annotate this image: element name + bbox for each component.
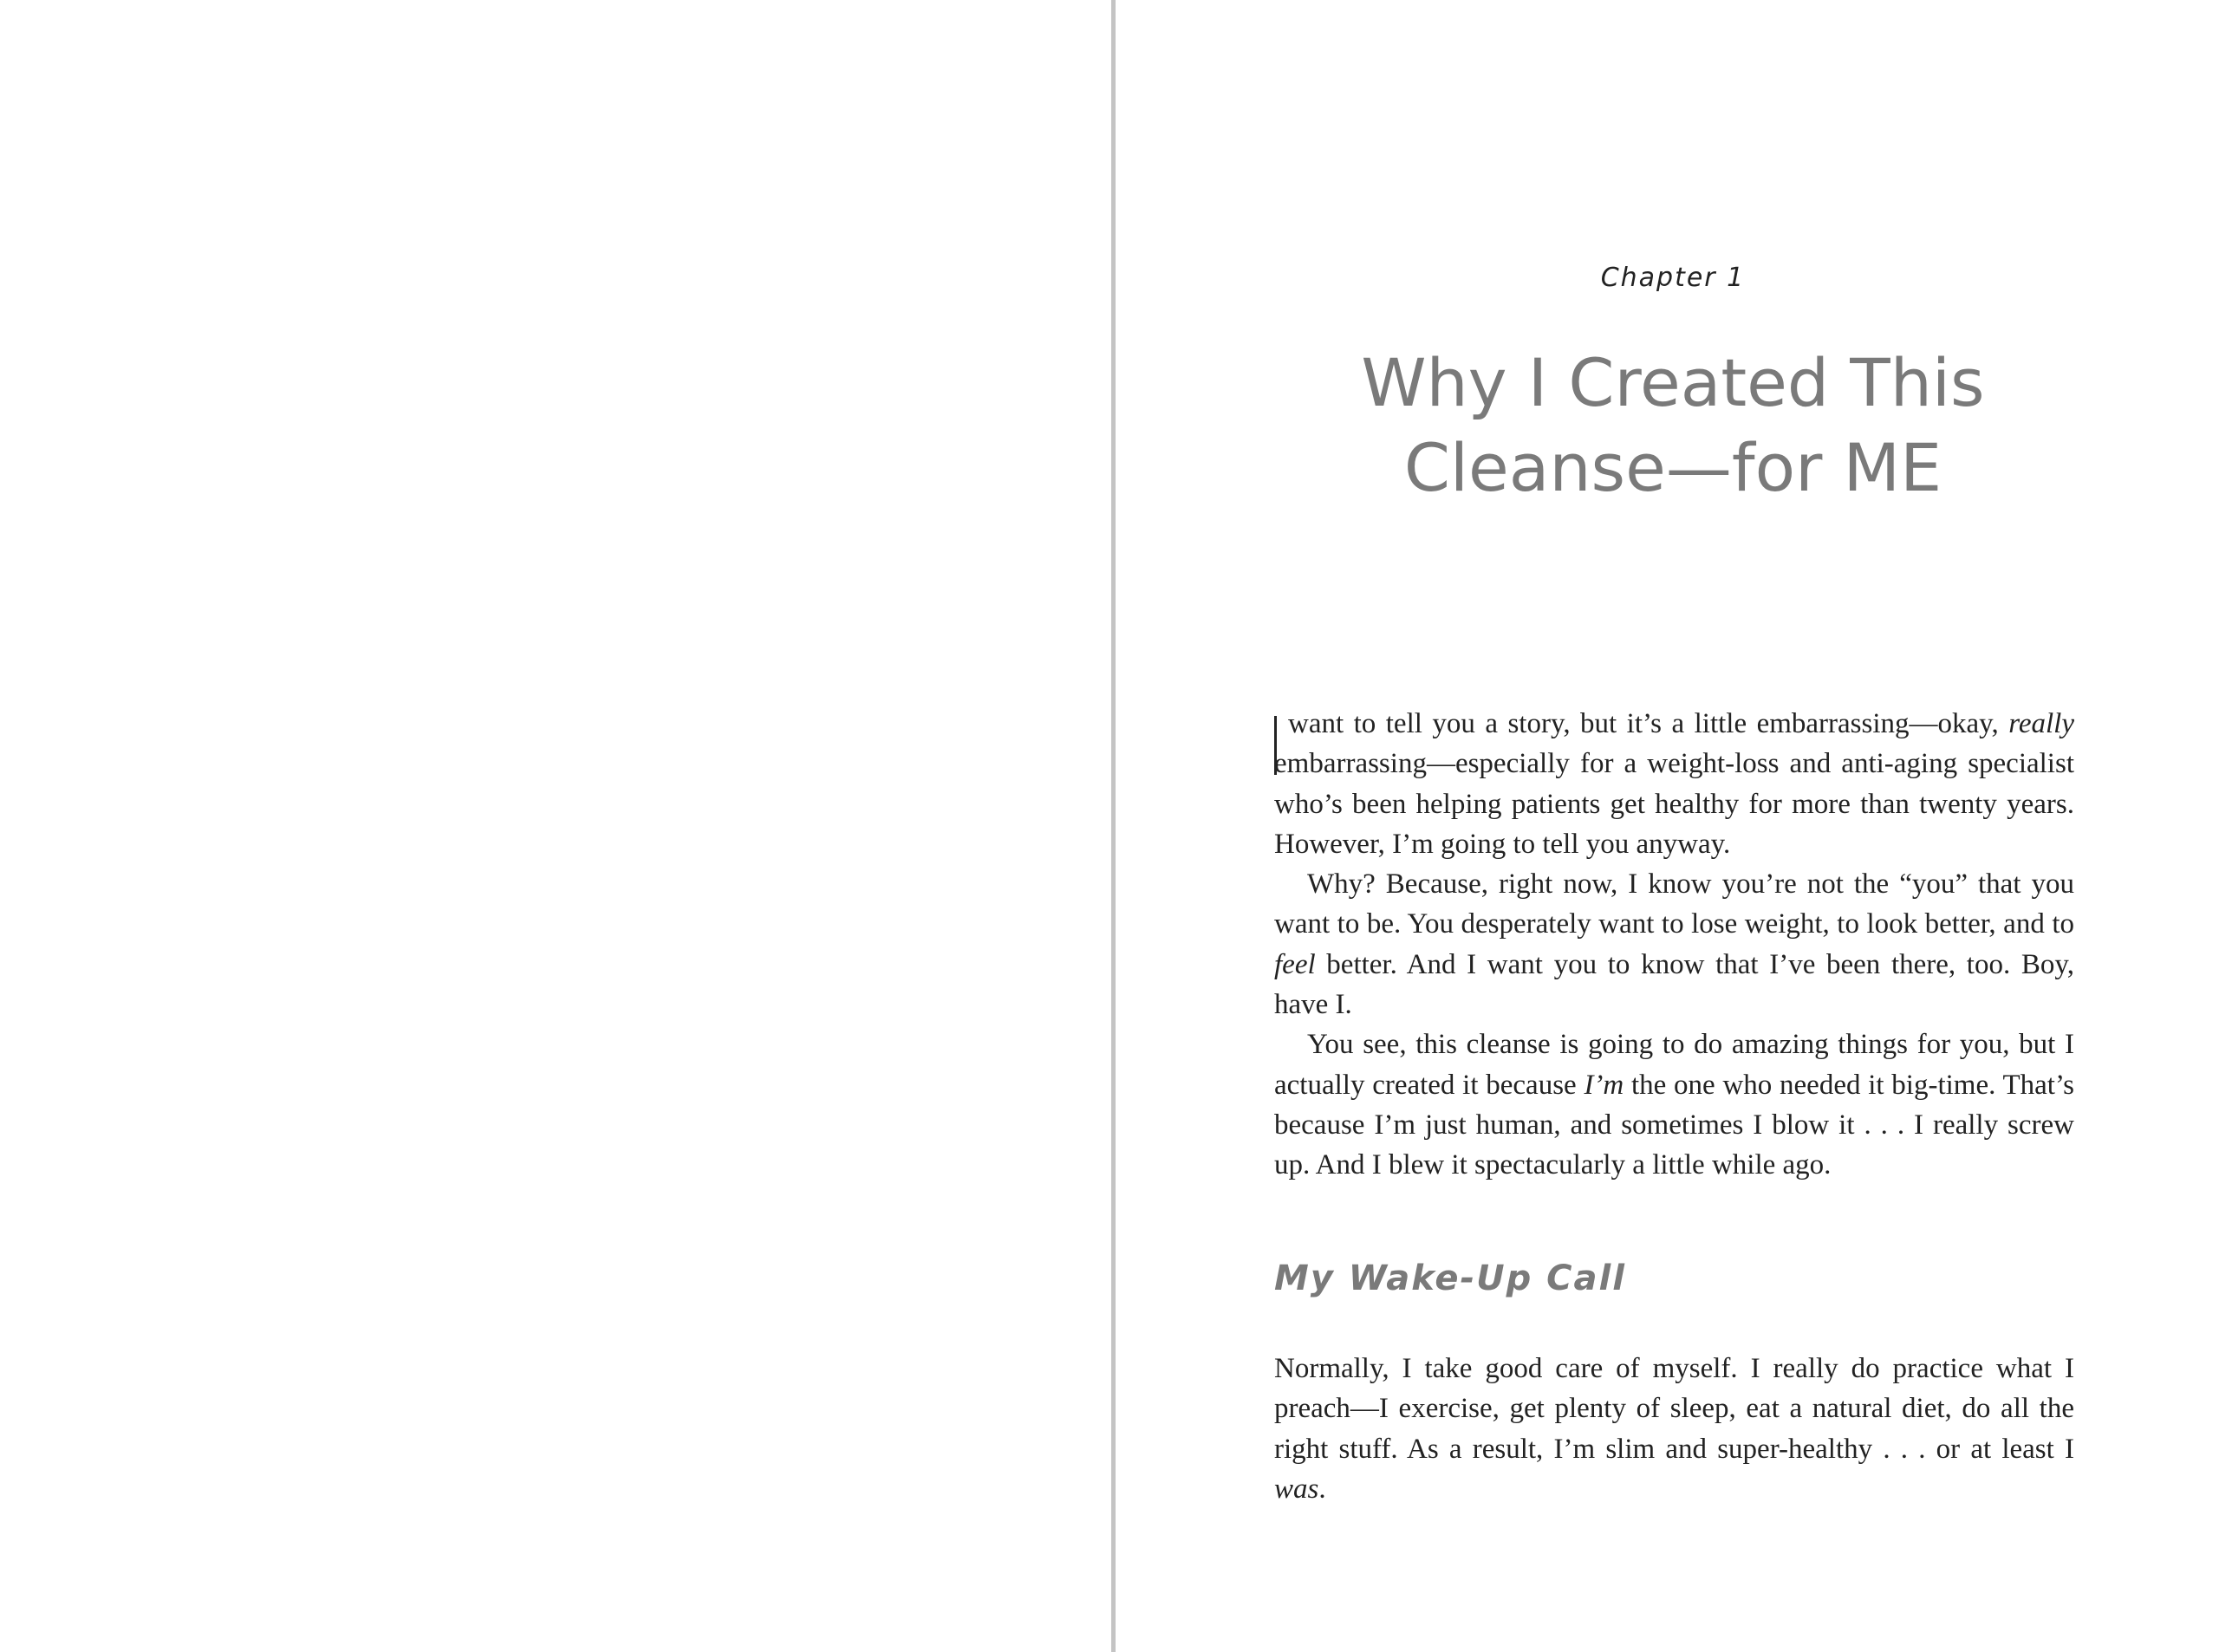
text-run: better. And I want you to know that I’ve been there, too. Boy, have I. xyxy=(1274,948,2074,1021)
chapter-title-line-1: Why I Created This xyxy=(1361,344,1985,421)
text-run: Normally, I take good care of myself. I really do practice what I preach—I exercise, get plenty of sleep, eat a natural diet, do all the right stuff. As a result, I’m slim and super-healthy . . . or at least I xyxy=(1274,1353,2074,1465)
text-run: You see, this cleanse is going to do amazing things for you, but I actually created it because xyxy=(1274,1029,2074,1101)
text-run: . xyxy=(1318,1473,1326,1505)
chapter-label: Chapter 1 xyxy=(1600,263,1746,293)
paragraph xyxy=(1274,1349,2074,1509)
section-heading: My Wake-Up Call xyxy=(1274,1259,1626,1298)
paragraph xyxy=(1274,704,2074,864)
section-body xyxy=(1274,1349,2074,1509)
emphasis-text: was xyxy=(1274,1473,1319,1505)
chapter-title xyxy=(1274,341,2072,511)
emphasis-text: really xyxy=(2008,708,2074,739)
text-run: the one who needed it big-time. That’s because I’m just human, and sometimes I blow it . . . I really screw up. And I blew it spectacularly a little while ago. xyxy=(1274,1069,2074,1181)
text-run: want to tell you a story, but it’s a little embarrassing—okay, xyxy=(1288,708,2009,739)
intro-body xyxy=(1274,704,2074,1186)
text-run: Why? Because, right now, I know you’re not the “you” that you want to be. You desperately want to lose weight, to look better, and to xyxy=(1274,868,2074,940)
text-run: embarrassing—especially for a weight-loss and anti-aging specialist who’s been helping patients get healthy for more than twenty years. However, I’m going to tell you anyway. xyxy=(1274,748,2074,860)
chapter-title-line-2: Cleanse—for ME xyxy=(1403,429,1942,506)
paragraph xyxy=(1274,864,2074,1024)
paragraph xyxy=(1274,1024,2074,1185)
emphasis-text: feel xyxy=(1274,948,1316,980)
emphasis-text: I’m xyxy=(1584,1069,1624,1101)
